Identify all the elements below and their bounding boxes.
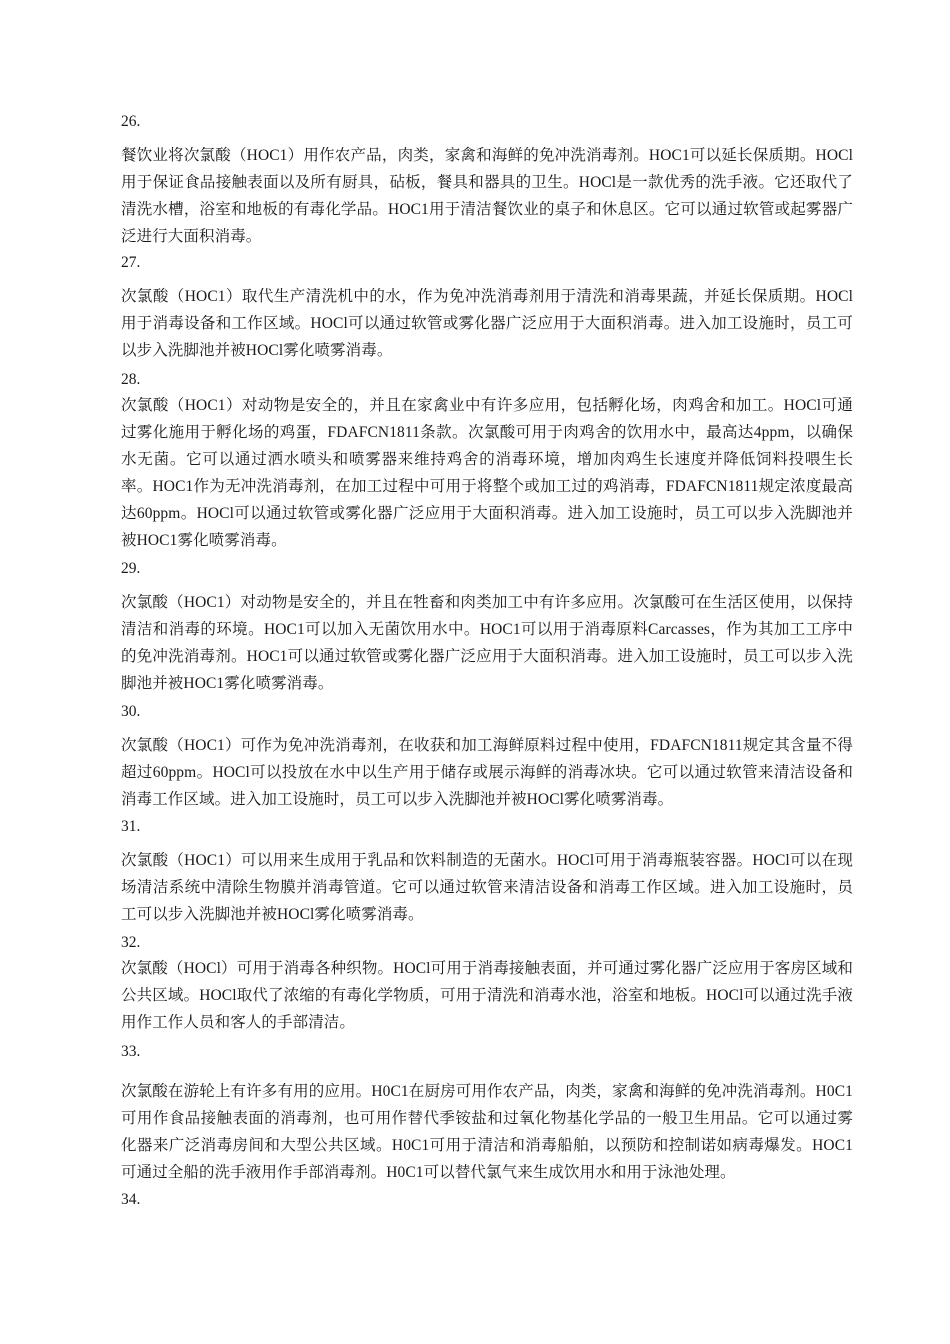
section-number: 30. [121, 703, 141, 720]
section-number: 32. [121, 934, 141, 951]
section-paragraph: 次氯酸在游轮上有许多有用的应用。H0C1在厨房可用作农产品，肉类，家禽和海鲜的免冲洗消毒剂。H0C1可用作食品接触表面的消毒剂，也可用作替代季铵盐和过氧化物基化学品的一般卫生用品。它可以通过雾化器来广泛消毒房间和大型公共区域。H0C1可用于清洁和消毒船舶，以预防和控制诺如病毒爆发。HOC1可通过全船的洗手液用作手部消毒剂。H0C1可以替代氯气来生成饮用水和用于泳池处理。 [121, 1083, 853, 1181]
section-number: 34. [121, 1191, 141, 1208]
section-paragraph: 次氯酸（HOCl）可用于消毒各种织物。HOCl可用于消毒接触表面，并可通过雾化器广泛应用于客房区域和公共区域。HOCl取代了浓缩的有毒化学物质，可用于清洗和消毒水池，浴室和地板。HOCl可以通过洗手液用作工作人员和客人的手部清洁。 [121, 960, 853, 1031]
section-28 [121, 370, 853, 554]
section-32 [121, 933, 853, 1036]
section-33 [121, 1042, 853, 1186]
section-number: 29. [121, 560, 141, 577]
section-31 [121, 817, 853, 928]
section-paragraph: 次氯酸（HOC1）对动物是安全的，并且在家禽业中有许多应用，包括孵化场，肉鸡舍和加工。HOCl可通过雾化施用于孵化场的鸡蛋，FDAFCN1811条款。次氯酸可用于肉鸡舍的饮用水中，最高达4ppm，以确保水无菌。它可以通过洒水喷头和喷雾器来维持鸡舍的消毒环境，增加肉鸡生长速度并降低饲料投喂生长率。HOC1作为无冲洗消毒剂，在加工过程中可用于将整个或加工过的鸡消毒，FDAFCN1811规定浓度最高达60ppm。HOCl可以通过软管或雾化器广泛应用于大面积消毒。进入加工设施时，员工可以步入洗脚池并被HOC1雾化喷雾消毒。 [121, 397, 853, 549]
section-number: 31. [121, 818, 141, 835]
section-26 [121, 112, 853, 250]
section-paragraph: 次氯酸（HOC1）对动物是安全的，并且在牲畜和肉类加工中有许多应用。次氯酸可在生活区使用，以保持清洁和消毒的环境。HOC1可以加入无菌饮用水中。HOC1可以用于消毒原料Carcasses，作为其加工工序中的免冲洗消毒剂。HOC1可以通过软管或雾化器广泛应用于大面积消毒。进入加工设施时，员工可以步入洗脚池并被HOC1雾化喷雾消毒。 [121, 594, 853, 692]
section-27 [121, 253, 853, 364]
section-number: 28. [121, 371, 141, 388]
section-29 [121, 559, 853, 697]
section-paragraph: 餐饮业将次氯酸（HOC1）用作农产品，肉类，家禽和海鲜的免冲洗消毒剂。HOC1可以延长保质期。HOCl用于保证食品接触表面以及所有厨具，砧板，餐具和器具的卫生。HOCl是一款优秀的洗手液。它还取代了清洗水槽，浴室和地板的有毒化学品。HOC1用于清洁餐饮业的桌子和休息区。它可以通过软管或起雾器广泛进行大面积消毒。 [121, 147, 853, 245]
section-number: 26. [121, 113, 141, 130]
section-number: 33. [121, 1043, 141, 1060]
section-34 [121, 1190, 853, 1210]
section-paragraph: 次氯酸（HOC1）取代生产清洗机中的水，作为免冲洗消毒剂用于清洗和消毒果蔬，并延长保质期。HOCl用于消毒设备和工作区域。HOCl可以通过软管或雾化器广泛应用于大面积消毒。进入加工设施时，员工可以步入洗脚池并被HOCl雾化喷雾消毒。 [121, 288, 853, 359]
section-30 [121, 702, 853, 813]
section-paragraph: 次氯酸（HOC1）可以用来生成用于乳品和饮料制造的无菌水。HOCl可用于消毒瓶装容器。HOCl可以在现场清洁系统中清除生物膜并消毒管道。它可以通过软管来清洁设备和消毒工作区域。进入加工设施时，员工可以步入洗脚池并被HOCl雾化喷雾消毒。 [121, 852, 853, 923]
section-number: 27. [121, 254, 141, 271]
section-paragraph: 次氯酸（HOC1）可作为免冲洗消毒剂，在收获和加工海鲜原料过程中使用，FDAFCN1811规定其含量不得超过60ppm。HOCl可以投放在水中以生产用于储存或展示海鲜的消毒冰块。它可以通过软管来清洁设备和消毒工作区域。进入加工设施时，员工可以步入洗脚池并被HOCl雾化喷雾消毒。 [121, 737, 853, 808]
